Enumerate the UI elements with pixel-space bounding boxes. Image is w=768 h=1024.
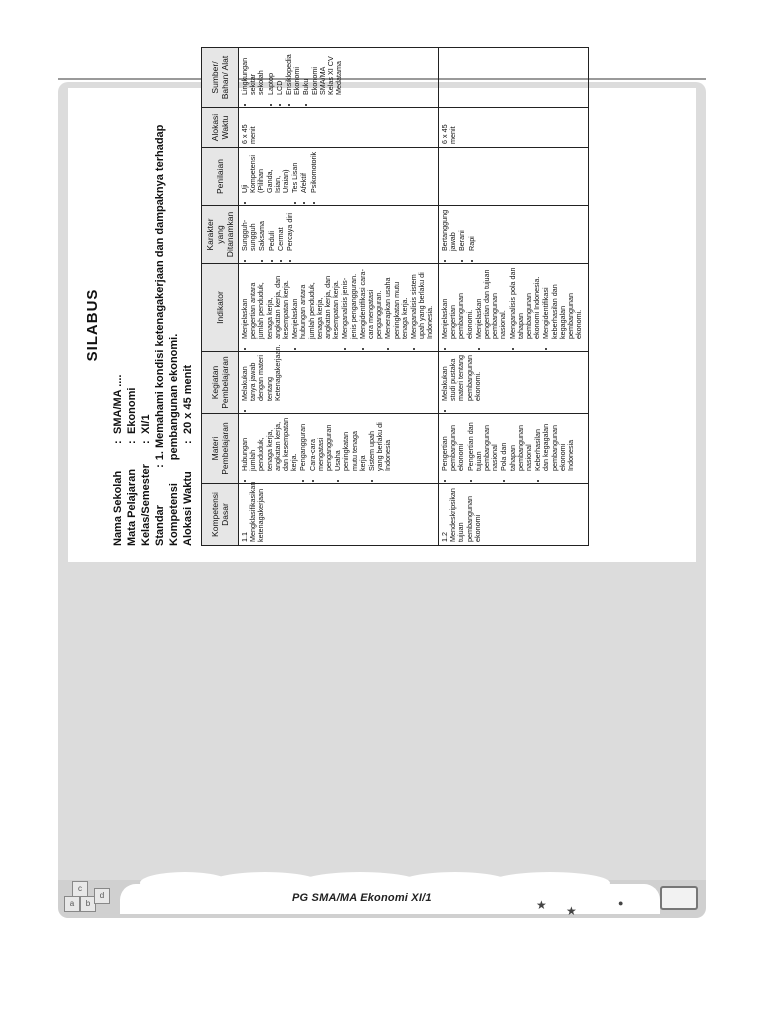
cell-indikator <box>239 264 439 352</box>
cell-kegiatan <box>239 344 439 414</box>
header-alokasi: Alokasi Waktu <box>202 108 239 148</box>
meta-key: Mata Pelajaran <box>126 468 138 546</box>
cell-sumber <box>239 48 439 108</box>
list-item: • Lingkungan sekitar sekolah <box>241 51 266 95</box>
cell-materi <box>439 414 589 484</box>
list-item: • Melakukan tanya jawab dengan materi tentang Ketenagakerjaan. <box>241 355 282 401</box>
meta-key: Alokasi Waktu <box>182 471 194 546</box>
meta-value: XI/1 <box>140 414 152 434</box>
star-icon: ★ <box>536 898 547 912</box>
cell-alokasi: 6 x 45 menit <box>239 108 439 148</box>
list-item: • Pengangguran <box>299 417 307 471</box>
meta-value: Ekonomi <box>126 387 138 434</box>
meta-row: Nama Sekolah : SMA/MA .... <box>112 374 124 546</box>
star-icon: ★ <box>566 904 577 918</box>
list-item: • Afektif <box>300 151 308 193</box>
list-item: • Percaya diri <box>286 209 294 251</box>
syllabus-meta <box>111 104 195 546</box>
header-kegiatan: Kegiatan Pembelajaran <box>202 352 239 414</box>
list-item: • Rapi <box>468 209 476 251</box>
meta-row: Standar Kompetensi : 1. Memahami kondisi ketenagakerjaan dan dampaknya terhadap pembangunan ekonomi. <box>153 104 181 546</box>
list-item: • Menjelaskan pengertian dan tujuan pembangunan nasional. <box>475 267 508 339</box>
list-item: • Pengertian pembangunan ekonomi <box>441 417 466 471</box>
cell-karakter <box>239 206 439 264</box>
star-icon: ● <box>618 898 624 908</box>
table-row <box>439 48 589 546</box>
list-item: • Menjelaskan pengertian antara jumlah penduduk, tenaga kerja, angkatan kerja, dan kesempatan kerja. <box>241 267 290 339</box>
meta-row: Alokasi Waktu : 20 x 45 menit <box>182 364 194 546</box>
list-item: • Psikomotorik <box>310 151 318 193</box>
meta-value: 1. Memahami kondisi ketenagakerjaan dan dampaknya terhadap pembangunan ekonomi. <box>154 124 180 461</box>
table-row <box>239 48 439 546</box>
footer-title: PG SMA/MA Ekonomi XI/1 <box>292 892 432 904</box>
list-item: • Menganalisis sistem upah yang berlaku di Indonesia. <box>410 267 435 339</box>
header-kompetensi-dasar: Kompetensi Dasar <box>202 484 239 546</box>
header-indikator: Indikator <box>202 264 239 352</box>
list-item: • Bertanggung jawab <box>441 209 457 251</box>
list-item: • Cermat <box>277 209 285 251</box>
list-item: • LCD <box>276 51 284 95</box>
list-item: • Menganalisis pola dan tahapan pembangunan ekonomi Indonesia. <box>509 267 542 339</box>
list-item: • Sistem upah yang berlaku di Indonesia <box>368 417 393 471</box>
list-item: • Menganalisis jenis-jenis pengangguran. <box>341 267 357 339</box>
cell-kegiatan <box>439 352 589 414</box>
list-item: • Sungguh-sungguh <box>241 209 257 251</box>
cell-karakter <box>439 206 589 264</box>
syllabus-page <box>68 54 696 562</box>
cell-penilaian <box>239 148 439 206</box>
rounded-rect-icon <box>660 886 698 910</box>
list-item: • Pengertian dan tujuan pembangunan nasional <box>467 417 500 471</box>
list-item: • Keberhasilan dan kegagalan pembangunan ekonomi Indonesia <box>534 417 575 471</box>
header-materi: Materi Pembelajaran <box>202 414 239 484</box>
list-item: • Menerapkan usaha peningkatan mutu tenaga kerja. <box>384 267 409 339</box>
list-item: • Usaha peningkatan mutu tenaga kerja <box>334 417 367 471</box>
meta-key: Kelas/Semester <box>140 464 152 546</box>
page-title: SILABUS <box>84 288 101 362</box>
cell-kd: 1.1 Mengklasifikasikan ketenagakerjaan <box>239 484 439 546</box>
meta-row: Mata Pelajaran : Ekonomi <box>126 387 138 546</box>
meta-key: Nama Sekolah <box>112 470 124 546</box>
list-item: • Menjelaskan pengertian pembangunan ekonomi. <box>441 267 474 339</box>
list-item: • Menjelaskan hubungan antara jumlah penduduk, tenaga kerja, angkatan kerja, dan kesempatan kerja. <box>291 267 340 339</box>
cell-kd: 1.2 Mendeskripsikan tujuan pembangunan ekonomi <box>439 484 589 546</box>
cell-alokasi: 6 x 45 menit <box>439 108 589 148</box>
list-item: • Uji Kompetensi (Pilihan Ganda, Isian, Uraian) <box>241 151 290 193</box>
cell-materi <box>239 414 439 484</box>
cell-sumber <box>439 48 589 108</box>
list-item: • Buku Ekonomi SMA/MA Kelas XI CV Medatama <box>302 51 343 95</box>
list-item: • Cara-cara mengatasi pengangguran <box>309 417 334 471</box>
meta-value: SMA/MA .... <box>112 374 124 434</box>
cell-penilaian <box>439 148 589 206</box>
list-item: • Laptop <box>267 51 275 95</box>
meta-value: 20 x 45 menit <box>182 364 194 434</box>
list-item: • Mengidentifikasi cara-cara mengatasi pengangguran. <box>359 267 384 339</box>
list-item: • Tes Lisan <box>291 151 299 193</box>
syllabus-table <box>201 47 589 546</box>
list-item: • Mengidentifikasi keberhasilan dan kegagalan pembangunan ekonomi. <box>542 267 583 339</box>
list-item: • Saksama <box>258 209 266 251</box>
cell-indikator <box>439 264 589 352</box>
list-item: • Melakukan studi pustaka materi tentang pembangunan ekonomi. <box>441 355 482 401</box>
header-karakter: Karakter yang Ditanamkan <box>202 206 239 264</box>
header-sumber: Sumber/ Bahan/ Alat <box>202 48 239 108</box>
header-penilaian: Penilaian <box>202 148 239 206</box>
alphabet-blocks-icon: a b c d <box>62 878 112 914</box>
table-header-row <box>202 48 239 546</box>
list-item: • Berani <box>458 209 466 251</box>
meta-row: Kelas/Semester : XI/1 <box>140 414 152 546</box>
list-item: • Ensiklopedia Ekonomi <box>285 51 301 95</box>
list-item: • Peduli <box>268 209 276 251</box>
list-item: • Pola dan tahapan pembangunan nasional <box>500 417 533 471</box>
meta-key: Standar Kompetensi <box>154 483 180 546</box>
list-item: • Hubungan jumlah penduduk, tenaga kerja, angkatan kerja, dan kesempatan kerja. <box>241 417 298 471</box>
